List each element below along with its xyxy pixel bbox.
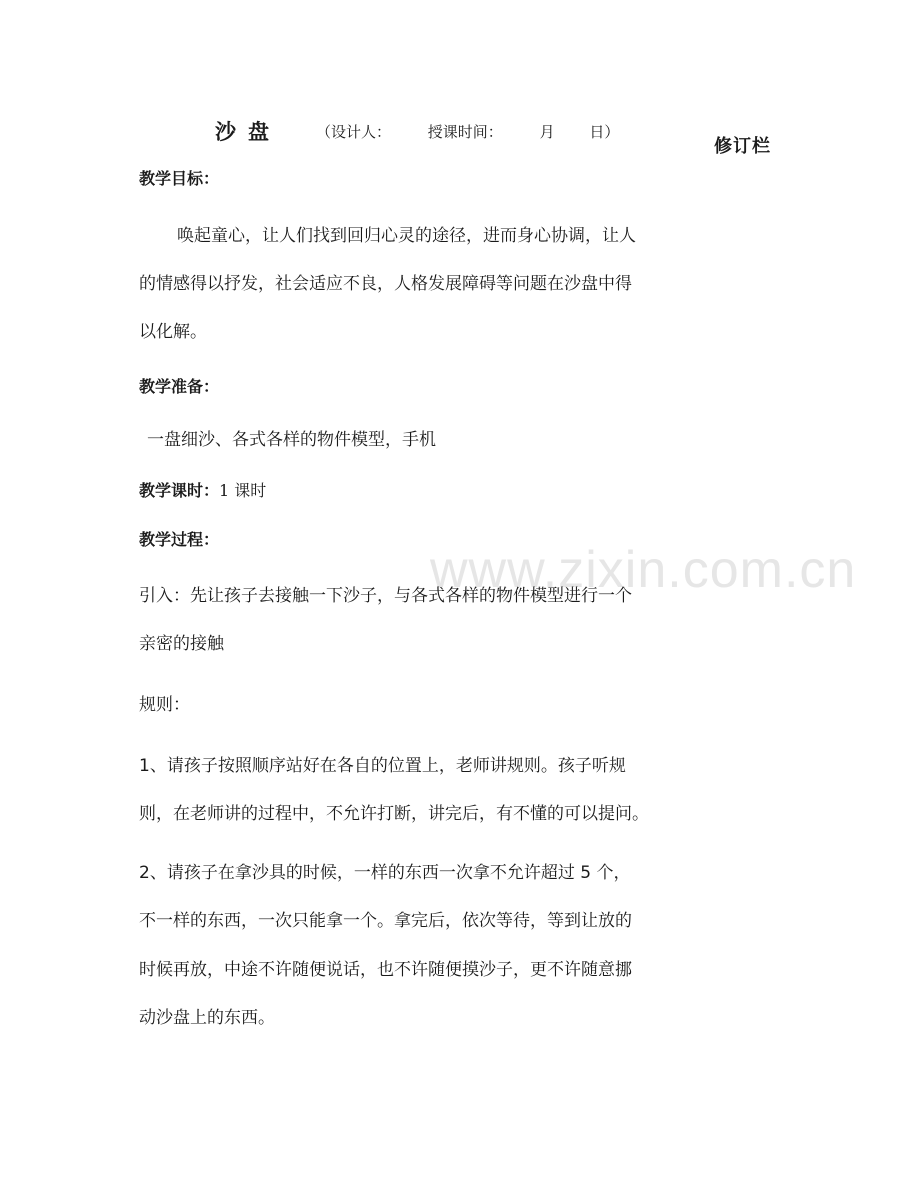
month-label: 月	[539, 123, 555, 141]
document-title: 沙盘	[215, 119, 281, 144]
intro-line: 引入：先让孩子去接触一下沙子，与各式各样的物件模型进行一个	[139, 586, 632, 606]
process-heading: 教学过程：	[139, 530, 220, 549]
hours-line	[139, 478, 266, 501]
rule-2-line: 动沙盘上的东西。	[139, 1008, 275, 1028]
hours-heading: 教学课时：	[139, 481, 220, 500]
designer-label: （设计人：	[316, 123, 392, 141]
prep-heading: 教学准备：	[139, 377, 220, 396]
rule-1-line: 1、请孩子按照顺序站好在各自的位置上，老师讲规则。孩子听规	[139, 756, 626, 776]
day-label: 日）	[589, 123, 620, 141]
rule-2-line: 时候再放，中途不许随便说话，也不许随便摸沙子，更不许随意挪	[139, 960, 632, 980]
rule-1-line: 则，在老师讲的过程中，不允许打断，讲完后，有不懂的可以提问。	[139, 804, 649, 824]
prep-text: 一盘细沙、各式各样的物件模型，手机	[147, 430, 436, 450]
goals-line: 的情感得以抒发，社会适应不良，人格发展障碍等问题在沙盘中得	[139, 274, 632, 294]
goals-line: 以化解。	[139, 322, 207, 342]
watermark: www.zixin.com.cn	[430, 541, 857, 599]
rule-2-line: 2、请孩子在拿沙具的时候，一样的东西一次拿不允许超过 5 个，	[139, 863, 631, 883]
revision-column-label: 修订栏	[714, 136, 771, 157]
rules-heading: 规则：	[139, 695, 190, 715]
goals-line: 唤起童心，让人们找到回归心灵的途径，进而身心协调，让人	[177, 226, 636, 246]
intro-line: 亲密的接触	[139, 634, 224, 654]
goals-heading: 教学目标：	[139, 169, 220, 188]
hours-value: 1 课时	[219, 481, 267, 500]
rule-2-line: 不一样的东西，一次只能拿一个。拿完后，依次等待，等到让放的	[139, 911, 632, 931]
time-label: 授课时间：	[427, 123, 503, 141]
document-meta	[316, 121, 619, 142]
